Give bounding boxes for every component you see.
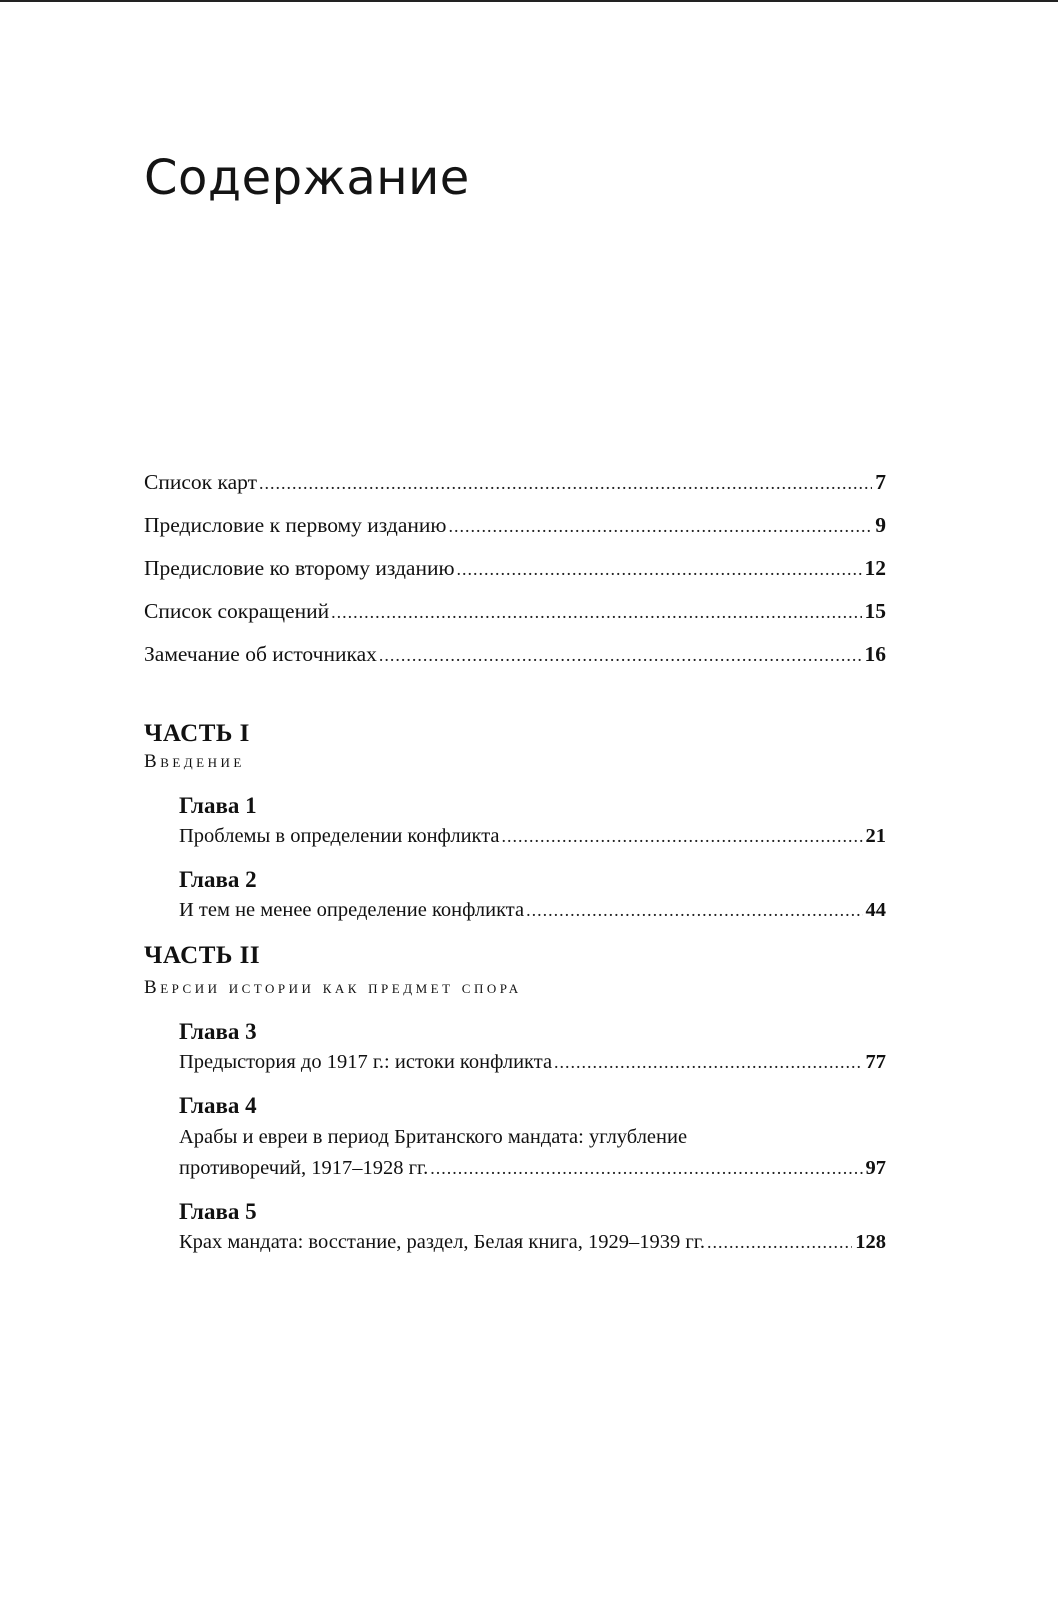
part-number: ЧАСТЬ I (144, 720, 250, 747)
part-1 (144, 719, 886, 925)
chapter-entry (179, 895, 886, 925)
chapter-number: Глава 4 (179, 1093, 257, 1118)
dot-leader (502, 821, 863, 851)
toc-entry-abbreviations[interactable] (144, 597, 886, 626)
dot-leader (379, 641, 862, 669)
toc-entry-label: Список сокращений (144, 599, 330, 623)
toc-entry-preface-second[interactable] (144, 554, 886, 583)
toc-entry-label: Список карт (144, 470, 257, 494)
dot-leader (448, 512, 872, 540)
chapter-entry (179, 1227, 886, 1257)
chapter-title: Крах мандата: восстание, раздел, Белая книга, 1929–1939 гг. (179, 1231, 706, 1253)
toc-page-number: 12 (864, 556, 886, 580)
dot-leader (430, 1153, 862, 1183)
chapter-1[interactable] (179, 791, 886, 851)
chapter-number: Глава 3 (179, 1019, 257, 1044)
chapter-title: Проблемы в определении конфликта (179, 825, 500, 847)
chapter-2[interactable] (179, 865, 886, 925)
dot-leader (457, 555, 862, 583)
toc-page-number: 15 (864, 599, 886, 623)
chapter-number: Глава 1 (179, 793, 257, 818)
chapter-3[interactable] (179, 1017, 886, 1077)
toc-entry-label: Предисловие ко второму изданию (144, 556, 455, 580)
toc-page-number: 97 (865, 1157, 886, 1179)
toc-page-number: 44 (865, 899, 886, 921)
chapter-number: Глава 2 (179, 867, 257, 892)
chapter-title: противоречий, 1917–1928 гг. (179, 1157, 429, 1179)
chapter-4[interactable] (179, 1091, 886, 1183)
page-title: Содержание (144, 150, 470, 206)
dot-leader (707, 1227, 852, 1257)
dot-leader (526, 895, 862, 925)
toc-entry-label: Замечание об источниках (144, 642, 377, 666)
chapter-entry (179, 1047, 886, 1077)
part-2 (144, 941, 886, 1257)
part-number: ЧАСТЬ II (144, 942, 261, 969)
front-matter-list (144, 468, 886, 669)
dot-leader (554, 1047, 862, 1077)
chapter-title: Предыстория до 1917 г.: истоки конфликта (179, 1051, 553, 1073)
toc-entry-sources-note[interactable] (144, 640, 886, 669)
chapter-entry (179, 1153, 886, 1183)
part-title: Введение (144, 751, 245, 772)
toc-page-number: 7 (875, 470, 886, 494)
toc-page-number: 21 (865, 825, 886, 847)
part-title: Версии истории как предмет спора (144, 977, 522, 998)
dot-leader (331, 598, 861, 626)
chapter-entry (179, 821, 886, 851)
chapter-title: И тем не менее определение конфликта (179, 899, 525, 921)
toc-entry-maps[interactable] (144, 468, 886, 497)
chapter-5[interactable] (179, 1197, 886, 1257)
toc-page-number: 16 (864, 642, 886, 666)
toc-entry-label: Предисловие к первому изданию (144, 513, 447, 537)
toc-entry-preface-first[interactable] (144, 511, 886, 540)
chapter-title-line: Арабы и евреи в период Британского мандата: углубление (179, 1126, 688, 1148)
toc-page-number: 128 (855, 1231, 886, 1253)
dot-leader (259, 469, 872, 497)
toc-page-number: 9 (875, 513, 886, 537)
top-border (0, 0, 1058, 2)
toc-page-number: 77 (865, 1051, 886, 1073)
chapter-number: Глава 5 (179, 1199, 257, 1224)
table-of-contents (144, 468, 886, 1257)
